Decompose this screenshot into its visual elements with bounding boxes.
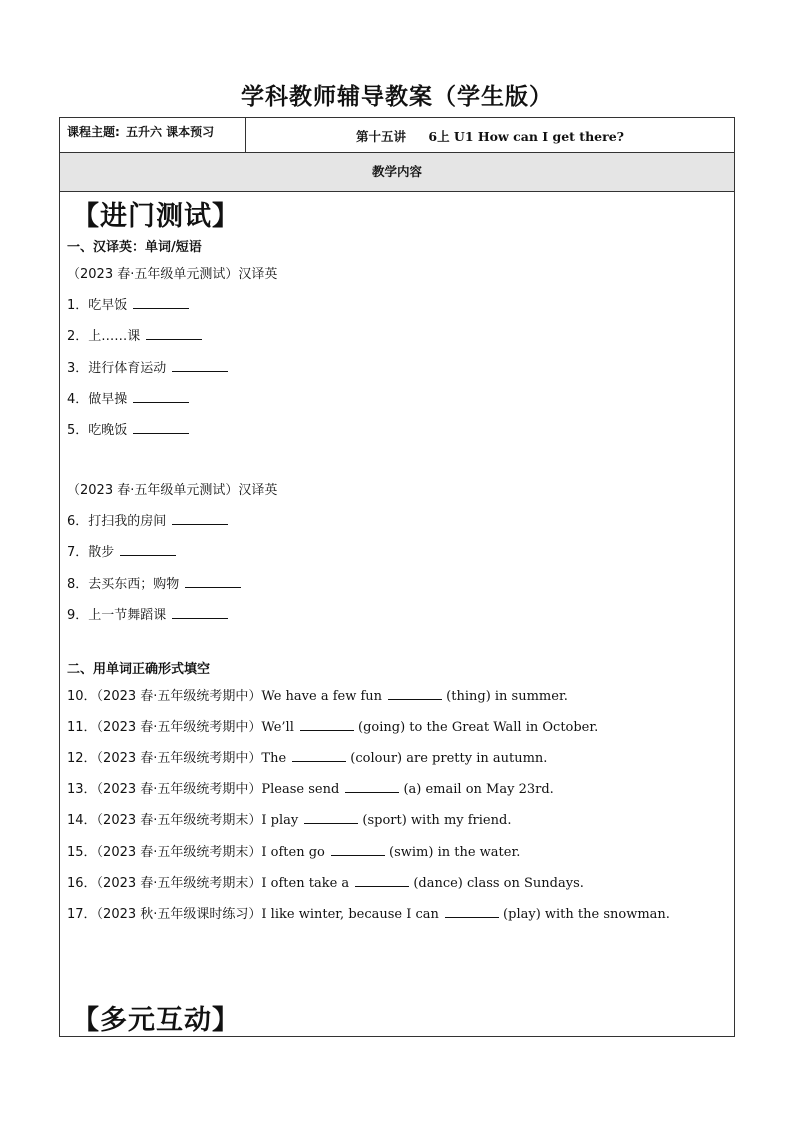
answer-blank[interactable]	[355, 874, 409, 887]
list-item: 7．散步	[67, 541, 176, 560]
list-item: 14．（2023 春·五年级统考期末）I play (sport) with my friend.	[67, 813, 512, 828]
list-item: 12．（2023 春·五年级统考期中）The (colour) are pretty in autumn.	[67, 751, 548, 766]
answer-blank[interactable]	[185, 575, 241, 588]
topic-label: 课程主题:	[67, 125, 120, 139]
section-entry-test-heading: 【进门测试】	[72, 201, 240, 232]
list-item: 3．进行体育运动	[67, 357, 228, 376]
list-item: 4．做早操	[67, 388, 189, 407]
page-title: 学科教师辅导教案（学生版）	[241, 84, 553, 110]
list-item: 10．（2023 春·五年级统考期中）We have a few fun (thing) in summer.	[67, 689, 568, 704]
answer-blank[interactable]	[133, 390, 189, 403]
part1-title: 一、汉译英：单词/短语	[67, 240, 202, 255]
list-item: 11．（2023 春·五年级统考期中）We’ll (going) to the Great Wall in October.	[67, 720, 599, 735]
group2-source: （2023 春·五年级单元测试）汉译英	[67, 483, 278, 498]
answer-blank[interactable]	[304, 811, 358, 824]
header-row	[60, 118, 734, 153]
content-header: 教学内容	[60, 153, 734, 192]
answer-blank[interactable]	[331, 843, 385, 856]
list-item: 6．打扫我的房间	[67, 510, 228, 529]
list-item: 1．吃早饭	[67, 294, 189, 313]
section-interaction-heading: 【多元互动】	[72, 1005, 240, 1036]
part2-title: 二、用单词正确形式填空	[67, 662, 211, 677]
answer-blank[interactable]	[172, 512, 228, 525]
answer-blank[interactable]	[133, 421, 189, 434]
answer-blank[interactable]	[345, 780, 399, 793]
unit-title: 6上 U1 How can I get there?	[428, 129, 624, 144]
list-item: 2．上……课	[67, 325, 202, 344]
list-item: 17．（2023 秋·五年级课时练习）I like winter, because I can (play) with the snowman.	[67, 907, 670, 922]
answer-blank[interactable]	[133, 296, 189, 309]
topic-value: 五升六 课本预习	[126, 125, 215, 139]
answer-blank[interactable]	[172, 606, 228, 619]
answer-blank[interactable]	[388, 687, 442, 700]
group1-source: （2023 春·五年级单元测试）汉译英	[67, 267, 278, 282]
answer-blank[interactable]	[120, 543, 176, 556]
list-item: 8．去买东西；购物	[67, 573, 241, 592]
answer-blank[interactable]	[300, 718, 354, 731]
course-topic-cell	[60, 118, 246, 152]
answer-blank[interactable]	[172, 359, 228, 372]
list-item: 15．（2023 春·五年级统考期末）I often go (swim) in the water.	[67, 845, 521, 860]
list-item: 16．（2023 春·五年级统考期末）I often take a (dance) class on Sundays.	[67, 876, 584, 891]
list-item: 5．吃晚饭	[67, 419, 189, 438]
list-item: 9．上一节舞蹈课	[67, 604, 228, 623]
answer-blank[interactable]	[146, 327, 202, 340]
lecture-number: 第十五讲	[356, 129, 407, 144]
list-item: 13．（2023 春·五年级统考期中）Please send (a) email on May 23rd.	[67, 782, 554, 797]
answer-blank[interactable]	[445, 905, 499, 918]
lesson-plan-table	[59, 117, 735, 1037]
answer-blank[interactable]	[292, 749, 346, 762]
lecture-cell	[246, 118, 734, 152]
